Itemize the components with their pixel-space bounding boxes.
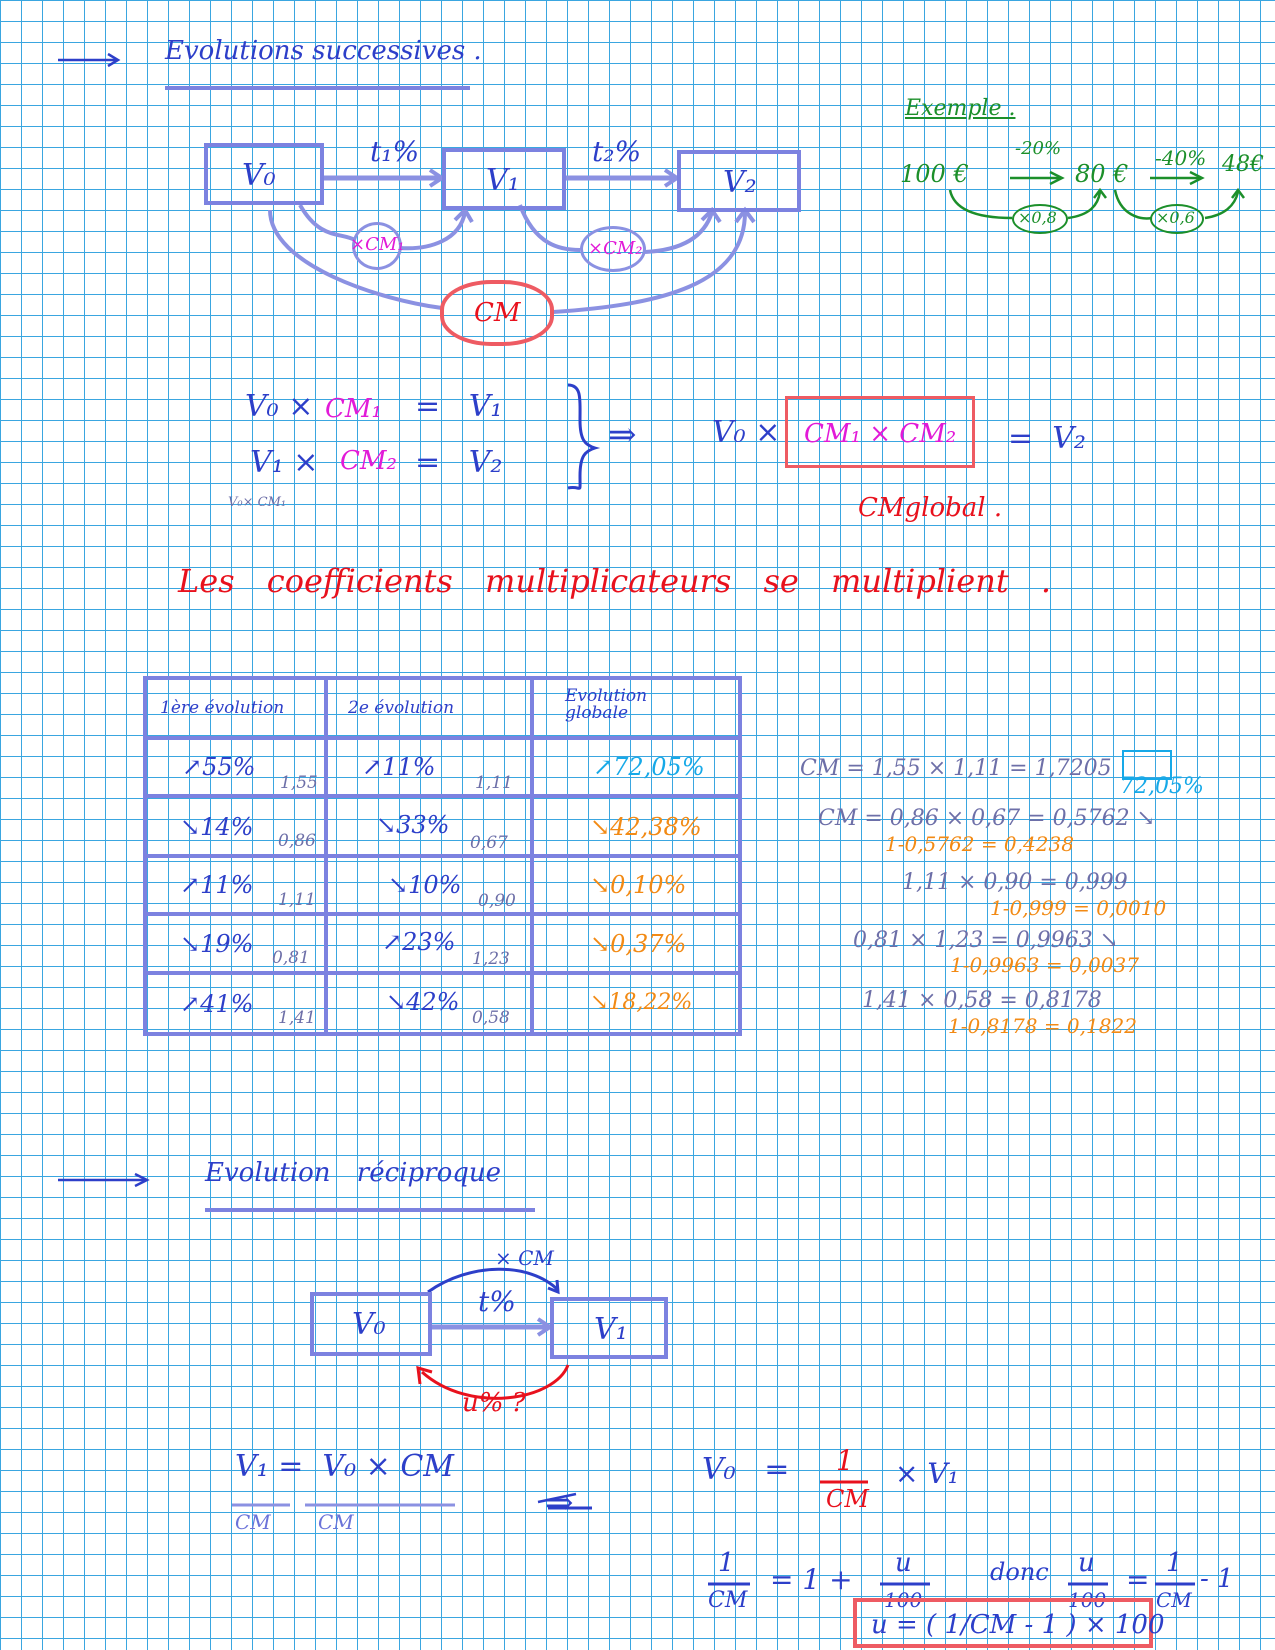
box2-v0 (310, 1292, 432, 1356)
result-box (785, 396, 975, 468)
calc-line-6: 1-0,999 = 0,0010 (990, 896, 1167, 920)
table-row2-coef1: 0,86 (278, 831, 316, 851)
table-row3-evo1: ↗11% (180, 871, 254, 899)
calc-line-7: 0,81 × 1,23 = 0,9963 ↘ (853, 928, 1119, 953)
rate-t2: t₂% (592, 135, 642, 168)
formula-l2-num4: 1 (1166, 1548, 1183, 1578)
box2-v1 (550, 1297, 668, 1359)
calc-line-4: 1-0,5762 = 0,4238 (885, 832, 1074, 856)
table-row3-coef2: 0,90 (478, 891, 516, 911)
table-row4-coef1: 0,81 (272, 948, 310, 968)
calc-line-5: 1,11 × 0,90 = 0,999 (902, 870, 1128, 895)
formula-l2-eq: = 1 + (770, 1563, 853, 1596)
rate-t1: t₁% (370, 135, 420, 168)
calc-line-9: 1,41 × 0,58 = 0,8178 (862, 988, 1102, 1013)
table-row5-global: ↘18,22% (590, 990, 693, 1015)
table-header-3: Evolution globale (565, 686, 648, 723)
table-row2-coef2: 0,67 (470, 833, 508, 853)
formula-v0-num: 1 (836, 1444, 854, 1477)
formula-l2-eq2: = (1126, 1563, 1150, 1596)
box-v1 (442, 148, 566, 210)
eq1-cm: CM₁ (325, 394, 382, 424)
implies-arrow: ⇒ (608, 415, 637, 455)
box-v0-label: V₀ (242, 158, 276, 193)
table-row1-coef2: 1,11 (475, 773, 513, 793)
calc-line-3: CM = 0,86 × 0,67 = 0,5762 ↘ (818, 806, 1155, 831)
reciprocal-unknown: u% ? (462, 1388, 526, 1418)
table-row5-evo1: ↗41% (180, 990, 254, 1018)
example-step1-rate: -20% (1015, 138, 1062, 159)
table-row1-coef1: 1,55 (280, 773, 318, 793)
cm1-label: ×CM₁ (350, 234, 405, 255)
eq1-right: = V₁ (415, 389, 503, 424)
result-box-text: CM₁ × CM₂ (804, 419, 957, 449)
eq2-right: = V₂ (415, 445, 503, 480)
eq2-left: V₁ × (250, 445, 319, 480)
calc-line-2: 72,05% (1120, 774, 1204, 799)
formula-implies: ⇒ (545, 1483, 574, 1523)
box2-v0-label: V₀ (352, 1307, 386, 1342)
result-label: CMglobal . (858, 493, 1003, 523)
table-row4-global: ↘0,37% (590, 930, 687, 958)
formula-v0-tail: × V₁ (895, 1457, 959, 1490)
table-row4-evo1: ↘19% (180, 930, 254, 958)
example-step1-value: 80 € (1075, 160, 1129, 188)
formula-l2-num1: 1 (718, 1548, 735, 1578)
cm2-label: ×CM₂ (588, 238, 643, 259)
result-right: = V₂ (1008, 421, 1086, 456)
table-row3-global: ↘0,10% (590, 871, 687, 899)
result-left: V₀ × (712, 415, 781, 450)
formula-l2-num2: u (895, 1548, 912, 1578)
calc-line-10: 1-0,8178 = 0,1822 (948, 1014, 1137, 1038)
section1-title: Evolutions successives . (165, 36, 482, 66)
table-row5-coef2: 0,58 (472, 1008, 510, 1028)
formula-l2-den3: 100 (1068, 1588, 1107, 1612)
example-coef1: ×0,8 (1018, 208, 1057, 227)
formula-v0-eq: V₀ = (702, 1452, 790, 1487)
formula-frac-bottom-right: CM (318, 1510, 354, 1534)
final-formula: u = ( 1/CM - 1 ) × 100 (871, 1610, 1165, 1640)
table-row2-global: ↘42,38% (590, 813, 702, 841)
final-formula-box (853, 1598, 1165, 1648)
eq1-left: V₀ × (245, 389, 314, 424)
table-row2-evo2: ↘33% (376, 811, 450, 839)
table-header-2: 2e évolution (348, 698, 455, 718)
formula-l2-den2: 100 (884, 1588, 923, 1612)
example-step2-rate: -40% (1155, 146, 1207, 170)
formula-l2-tail: - 1 (1200, 1564, 1234, 1594)
table-row3-coef1: 1,11 (278, 890, 316, 910)
calc-line-1: CM = 1,55 × 1,11 = 1,7205 (800, 756, 1112, 781)
formula-l2-den4: CM (1156, 1588, 1192, 1612)
formula-donc: donc (990, 1558, 1049, 1586)
table-row1-evo2: ↗11% (362, 753, 436, 781)
formula-l2-num3: u (1078, 1548, 1095, 1578)
box-v0 (204, 143, 324, 205)
table-row4-evo2: ↗23% (382, 928, 456, 956)
reciprocal-cm-label: × CM (495, 1246, 554, 1270)
formula-frac-top: V₁ = V₀ × CM (235, 1449, 455, 1484)
example-coef2: ×0,6 (1156, 208, 1195, 227)
section2-title: Evolution réciproque (205, 1158, 502, 1188)
table-row1-evo1: ↗55% (182, 753, 256, 781)
formula-l2-den1: CM (708, 1588, 748, 1613)
eq2-cm: CM₂ (340, 446, 397, 476)
table-header-1: 1ère évolution (160, 698, 285, 718)
box-v1-label: V₁ (486, 163, 520, 198)
box-v2-label: V₂ (723, 165, 757, 200)
formula-frac-bottom-left: CM (235, 1510, 271, 1534)
example-start: 100 € (900, 160, 969, 188)
reciprocal-rate: t% (478, 1285, 516, 1318)
eq2-note: V₀× CM₁ (228, 495, 287, 510)
calc-line-8: 1-0,9963 = 0,0037 (950, 953, 1139, 977)
example-title: Exemple . (905, 96, 1016, 121)
cm-global-label: CM (474, 298, 521, 328)
table-row1-global: ↗72,05% (593, 753, 705, 781)
table-row4-coef2: 1,23 (472, 949, 510, 969)
table-row3-evo2: ↘10% (388, 871, 462, 899)
table-row2-evo1: ↘14% (180, 813, 254, 841)
table-row5-coef1: 1,41 (278, 1008, 316, 1028)
box-v2 (677, 150, 801, 212)
example-end: 48€ (1222, 152, 1264, 177)
table-row5-evo2: ↘42% (386, 988, 460, 1016)
box2-v1-label: V₁ (594, 1312, 628, 1347)
formula-v0-den: CM (826, 1485, 869, 1513)
rule-text: Les coefficients multiplicateurs se multiplient . (178, 562, 1052, 600)
